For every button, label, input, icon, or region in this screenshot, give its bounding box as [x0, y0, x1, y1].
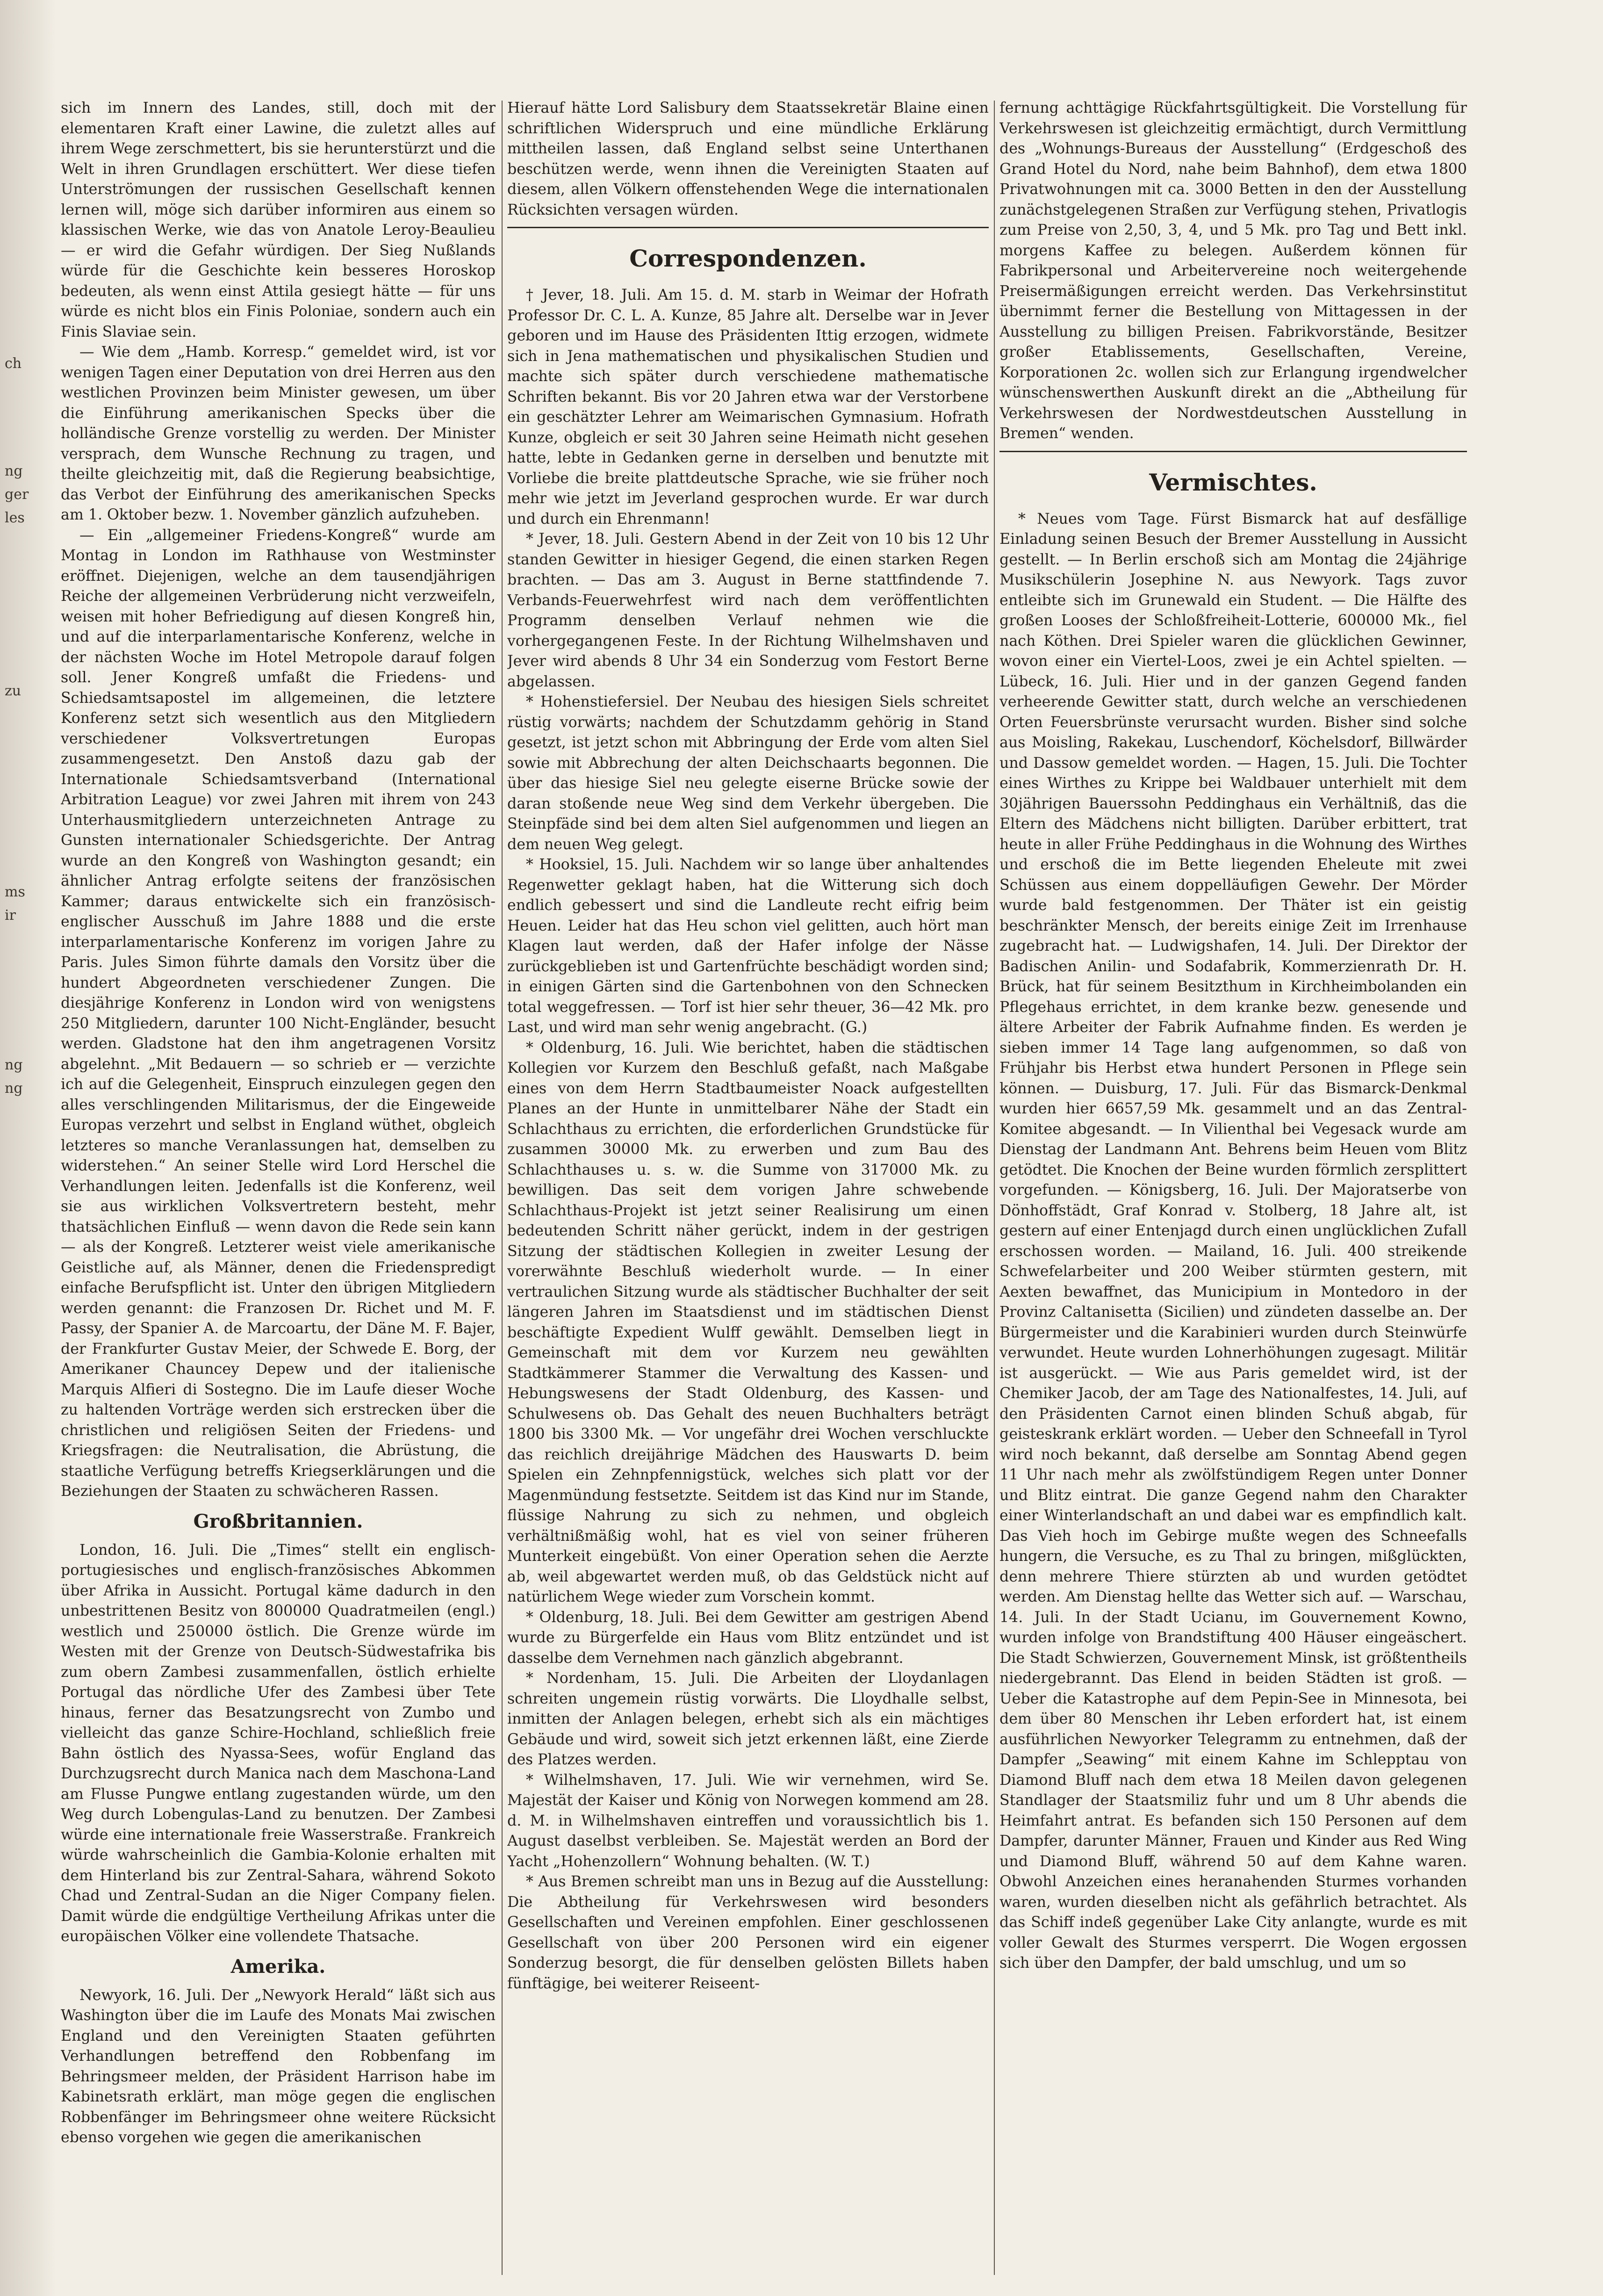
column-divider [502, 101, 503, 2275]
article-text: * Hohenstiefersiel. Der Neubau des hiesigen Siels schreitet rüstig vorwärts; nachdem der Schutzdamm gehörig in Stand gesetzt, ist jetzt schon mit Abbringung der Erde vom alten Siel sowie mit Abbrechung der alten Deichschaarts begonnen. Die über das hiesige Siel neu gelegte eiserne Brücke sowie der daran stoßende neue Weg sind dem Verkehr übergeben. Die Steinpfäde sind bei dem alten Siel aufgenommen und liegen an dem neuen Weg gelegt. [507, 693, 989, 853]
article-text: * Oldenburg, 18. Juli. Bei dem Gewitter am gestrigen Abend wurde zu Bürgerfelde ein Haus vom Blitz entzündet und ist dasselbe dem Vernehmen nach gänzlich abgebrannt. [507, 1609, 989, 1667]
page-gutter [0, 0, 56, 2296]
gutter-fragment: ng [5, 1080, 23, 1097]
article-text: London, 16. Juli. Die „Times“ stellt ein englisch-portugiesisches und englisch-französisches Abkommen über Afrika in Aussicht. Portugal käme dadurch in den unbestrittenen Besitz von 800000 Quadratmeilen (engl.) westlich und 250000 östlich. Die Grenze würde im Westen mit der Grenze von Deutsch-Südwestafrika bis zum obern Zambesi zusammenfallen, östlich erhielte Portugal das nördliche Ufer des Zambesi über Tete hinaus, ferner das Besatzungsrecht von Zumbo und vielleicht das ganze Schire-Hochland, schließlich freie Bahn östlich des Nyassa-Sees, wofür England das Durchzugsrecht durch Manica nach dem Maschona-Land am Flusse Pungwe entlang zugestanden würde, um den Weg durch Lobengulas-Land zu benutzen. Der Zambesi würde eine internationale freie Wasserstraße. Frankreich würde wahrscheinlich die Gambia-Kolonie erhalten mit dem Hinterland bis zur Zentral-Sahara, während Sokoto Chad und Zentral-Sudan an die Niger Company fielen. Damit würde die endgültige Vertheilung Afrikas unter die europäischen Völker eine vollendete Thatsache. [61, 1541, 496, 1945]
column-right [999, 98, 1467, 2287]
article-text: * Jever, 18. Juli. Gestern Abend in der Zeit von 10 bis 12 Uhr standen Gewitter in hiesiger Gegend, die einen starken Regen brachten. — Das am 3. August in Berne stattfindende 7. Verbands-Feuerwehrfest wird nach dem veröffentlichten Programm denselben Verlauf nehmen wie die vorhergegangenen Feste. In der Richtung Wilhelmshaven und Jever wird abends 8 Uhr 34 ein Sonderzug vom Festort Berne abgelassen. [507, 531, 989, 690]
gutter-fragment: ms [5, 884, 25, 900]
article-text: * Aus Bremen schreibt man uns in Bezug auf die Ausstellung: Die Abtheilung für Verkehrswesen wird besonders Gesellschaften und Vereinen empfohlen. Einer geschlossenen Gesellschaft von über 200 Personen wird ein eigener Sonderzug besorgt, die für denselben gelösten Billets haben fünftägige, bei weiterer Reiseent- [507, 1873, 989, 1992]
article-text: * Nordenham, 15. Juli. Die Arbeiten der Lloydanlagen schreiten ungemein rüstig vorwärts. Die Lloydhalle selbst, inmitten der Anlagen belegen, erhebt sich als ein mächtiges Gebäude und wird, soweit sich jetzt erkennen läßt, eine Zierde des Platzes werden. [507, 1670, 989, 1768]
section-rule [507, 227, 989, 228]
gutter-fragment: ng [5, 1057, 23, 1073]
gutter-fragment: zu [5, 683, 22, 699]
article-text: Hierauf hätte Lord Salisbury dem Staatssekretär Blaine einen schriftlichen Widerspruch und eine mündliche Erklärung mittheilen lassen, daß England selbst seine Unterthanen beschützen werde, wenn ihnen die Vereinigten Staaten auf diesem, allen Völkern offenstehenden Wege die internationalen Rücksichten versagen würden. [507, 100, 989, 218]
article-text: * Wilhelmshaven, 17. Juli. Wie wir vernehmen, wird Se. Majestät der Kaiser und König von Norwegen kommend am 28. d. M. in Wilhelmshaven eintreffen und voraussichtlich bis 1. August daselbst verbleiben. Se. Majestät werden an Bord der Yacht „Hohenzollern“ Wohnung behalten. (W. T.) [507, 1771, 989, 1870]
article-text: * Oldenburg, 16. Juli. Wie berichtet, haben die städtischen Kollegien vor Kurzem den Beschluß gefaßt, nach Maßgabe eines von dem Herrn Stadtbaumeister Noack aufgestellten Planes an der Hunte in unmittelbarer Nähe der Stadt ein Schlachthaus zu errichten, die erforderlichen Grundstücke für zusammen 30000 Mk. zu erwerben und zum Bau des Schlachthauses u. s. w. die Summe von 317000 Mk. zu bewilligen. Das seit dem vorigen Jahre schwebende Schlachthaus-Projekt ist jetzt seiner Realisirung um einen bedeutenden Schritt näher gerückt, indem in der gestrigen Sitzung der städtischen Kollegien in zweiter Lesung der vorerwähnte Beschluß wiederholt wurde. — In einer vertraulichen Sitzung wurde als städtischer Buchhalter der seit längeren Jahren im Staatsdienst und im städtischen Dienst beschäftigte Expedient Wulff gewählt. Demselben liegt in Gemeinschaft mit dem vor Kurzem neu gewählten Stadtkämmerer Stammer die Verwaltung des Kassen- und Hebungswesens der Stadt Oldenburg, des Kassen- und Schulwesens ob. Das Gehalt des neuen Buchhalters beträgt 1800 bis 3300 Mk. — Vor ungefähr drei Wochen verschluckte das reichlich dreijährige Mädchen des Hauswarts D. beim Spielen ein Zehnpfennigstück, welches sich platt vor der Magenmündung festsetzte. Seitdem ist das Kind nur im Stande, flüssige Nahrung zu sich zu nehmen, und obgleich verhältnißmäßig wohl, hat es viel von seiner früheren Munterkeit eingebüßt. Von einer Operation sehen die Aerzte ab, weil abgewartet werden muß, ob das Geldstück nicht auf natürlichem Wege wieder zum Vorschein kommt. [507, 1039, 989, 1605]
article-text: sich im Innern des Landes, still, doch mit der elementaren Kraft einer Lawine, die zuletzt alles auf ihrem Wege zerschmettert, bis sie herunterstürzt und die Welt in ihren Grundlagen erschüttert. Wer diese tiefen Unterströmungen der russischen Gesellschaft kennen lernen will, möge sich darüber informiren aus einem so klassischen Werke, wie das von Anatole Leroy-Beaulieu — er wird die Gefahr würdigen. Der Sieg Nußlands würde für die Geschichte kein besseres Horoskop bedeuten, als wenn einst Attila gesiegt hätte — für uns würde es nicht blos ein Finis Poloniae, sondern auch ein Finis Slaviae sein. [61, 100, 496, 340]
gutter-fragment: ir [5, 907, 16, 924]
section-rule [999, 451, 1467, 452]
column-left [61, 98, 496, 2287]
article-text: † Jever, 18. Juli. Am 15. d. M. starb in Weimar der Hofrath Professor Dr. C. L. A. Kunze, 85 Jahre alt. Derselbe war in Jever geboren und im Hause des Präsidenten Ittig erzogen, widmete sich in Jena mathematischen und physikalischen Studien und machte sich später durch verschiedene mathematische Schriften bekannt. Bis vor 20 Jahren etwa war der Verstorbene ein geschätzter Lehrer am Weimarischen Gymnasium. Hofrath Kunze, obgleich er seit 30 Jahren seine Heimath nicht gesehen hatte, lebte in Gedanken gerne in derselben und benutzte mit Vorliebe die breite plattdeutsche Sprache, wie sie früher noch mehr wie jetzt im Jeverland gesprochen wurde. Er war durch und durch ein Ehrenmann! [507, 287, 989, 527]
article-text: Newyork, 16. Juli. Der „Newyork Herald“ läßt sich aus Washington über die im Laufe des Monats Mai zwischen England und den Vereinigten Staaten geführten Verhandlungen betreffend den Robbenfang im Behringsmeer melden, der Präsident Harrison habe im Kabinetsrath erklärt, man möge gegen die englischen Robbenfänger im Behringsmeer ohne weitere Rücksicht ebenso vorgehen wie gegen die amerikanischen [61, 1986, 496, 2146]
gutter-fragment: les [5, 510, 25, 526]
section-heading-miscellaneous: Vermischtes. [1149, 468, 1317, 496]
column-middle [507, 98, 989, 2287]
article-text: * Hooksiel, 15. Juli. Nachdem wir so lange über anhaltendes Regenwetter geklagt haben, hat die Witterung sich doch endlich gebessert und sind die Landleute recht eifrig beim Heuen. Leider hat das Heu schon viel gelitten, auch hört man Klagen laut werden, daß der Hafer infolge der Nässe zurückgeblieben ist und Gartenfrüchte beschädigt worden sind; in einigen Gärten sind die Gartenbohnen von den Schnecken total weggefressen. — Torf ist hier sehr theuer, 36—42 Mk. pro Last, und wird man sehr wenig angebracht. (G.) [507, 856, 989, 1036]
section-heading-america: Amerika. [230, 1955, 326, 1978]
article-text: fernung achttägige Rückfahrtsgültigkeit. Die Vorstellung für Verkehrswesen ist gleichzeitig ermächtigt, durch Vermittlung des „Wohnungs-Bureaus der Ausstellung“ (Erdgeschoß des Grand Hotel du Nord, nahe beim Bahnhof), dem etwa 1800 Privatwohnungen mit ca. 3000 Betten in den der Ausstellung zunächstgelegenen Straßen zur Verfügung stehen, Privatlogis zum Preise von 2,50, 3, 4, und 5 Mk. pro Tag und Bett inkl. morgens Kaffee zu belegen. Außerdem können für Fabrikpersonal und Arbeitervereine noch weitergehende Preisermäßigungen erreicht werden. Das Verkehrsinstitut übernimmt ferner die Bestellung von Mittagessen in der Ausstellung zu billigen Preisen. Fabrikvorstände, Besitzer großer Etablissements, Gesellschaften, Vereine, Korporationen 2c. wollen sich zur Erlangung irgendwelcher wünschenswerthen Auskunft direkt an die „Abtheilung für Verkehrswesen der Nordwestdeutschen Ausstellung in Bremen“ wenden. [999, 100, 1467, 442]
article-text: — Wie dem „Hamb. Korresp.“ gemeldet wird, ist vor wenigen Tagen einer Deputation von drei Herren aus den westlichen Provinzen beim Minister gewesen, um über die Einführung amerikanischen Specks über die holländische Grenze vorstellig zu werden. Der Minister versprach, dem Wunsche Rechnung zu tragen, und theilte gleichzeitig mit, daß die Regierung beabsichtige, das Verbot der Einführung des amerikanischen Specks am 1. Oktober bezw. 1. November gänzlich aufzuheben. [61, 344, 496, 523]
column-divider [994, 101, 995, 2275]
article-text: — Ein „allgemeiner Friedens-Kongreß“ wurde am Montag in London im Rathhause von Westminster eröffnet. Diejenigen, welche an dem tausendjährigen Reiche der allgemeinen Verbrüderung nicht verzweifeln, weisen mit hoher Befriedigung auf diesen Kongreß hin, und auf die interparlamentarische Konferenz, welche in der nächsten Woche im Hotel Metropole darauf folgen soll. Jener Kongreß umfaßt die Friedens- und Schiedsamtsapostel im allgemeinen, die letztere Konferenz setzt sich wesentlich aus den Mitgliedern verschiedener Volksvertretungen Europas zusammengesetzt. Den Anstoß dazu gab der Internationale Schiedsamtsverband (International Arbitration League) vor zwei Jahren mit ihrem von 243 Unterhausmitgliedern unterzeichneten Antrage zu Gunsten internationaler Schiedsgerichte. Der Antrag wurde an den Kongreß von Washington gesandt; ein ähnlicher Antrag erfolgte seitens der französischen Kammer; daraus entwickelte sich ein französisch-englischer Ausschuß im Jahre 1888 und die erste interparlamentarische Konferenz im vorigen Jahre zu Paris. Jules Simon führte damals den Vorsitz über die hundert Abgeordneten verschiedener Zungen. Die diesjährige Konferenz in London wird von wenigstens 250 Mitgliedern, darunter 100 Nicht-Engländer, besucht werden. Gladstone hat den ihm angetragenen Vorsitz abgelehnt. „Mit Bedauern — so schrieb er — verzichte ich auf die Gelegenheit, Einspruch einzulegen gegen den alles verschlingenden Militarismus, der die Eingeweide Europas verzehrt und selbst in England wüthet, obgleich letzteres so manche Veranlassungen hat, demselben zu widerstehen.“ An seiner Stelle wird Lord Herschel die Verhandlungen leiten. Jedenfalls ist die Konferenz, weil sie aus wirklichen Volksvertretern besteht, mehr thatsächlichen Einfluß — wenn davon die Rede sein kann — als der Kongreß. Letzterer weist viele amerikanische Geistliche auf, als Männer, denen die Friedenspredigt einfache Berufspflicht ist. Unter den übrigen Mitgliedern werden genannt: die Franzosen Dr. Richet und M. F. Passy, der Spanier A. de Marcoartu, der Däne M. F. Bajer, der Frankfurter Gustav Meier, der Schwede E. Borg, der Amerikaner Chauncey Depew und der italienische Marquis Alfieri di Sostegno. Die im Laufe dieser Woche zu haltenden Vorträge werden sich erstrecken über die christlichen und religiösen Seiten der Friedens- und Kriegsfragen: die Neutralisation, die Abrüstung, die staatliche Verfügung betreffs Kriegserklärungen und die Beziehungen der Staaten zu schwächeren Rassen. [61, 527, 496, 1500]
article-text: * Neues vom Tage. Fürst Bismarck hat auf desfällige Einladung seinen Besuch der Bremer Ausstellung in Aussicht gestellt. — In Berlin erschoß sich am Montag die 24jährige Musikschülerin Josephine N. aus Newyork. Tags zuvor entleibte sich im Grunewald ein Student. — Die Hälfte des großen Looses der Schloßfreiheit-Lotterie, 600000 Mk., fiel nach Köthen. Drei Spieler waren die glücklichen Gewinner, wovon einer ein Viertel-Loos, zwei je ein Achtel spielten. — Lübeck, 16. Juli. Hier und in der ganzen Gegend fanden verheerende Gewitter statt, durch welche an verschiedenen Orten Feuersbrünste verursacht wurden. Bisher sind solche aus Moisling, Rakekau, Luschendorf, Köchelsdorf, Billwärder und Dassow gemeldet worden. — Hagen, 15. Juli. Die Tochter eines Wirthes zu Krippe bei Waldbauer unterhielt mit dem 30jährigen Bauerssohn Peddinghaus ein Verhältniß, das die Eltern des Mädchens nicht billigten. Darüber erbittert, trat heute in aller Frühe Peddinghaus in die Wohnung des Wirthes und erschoß die im Bette liegenden Eheleute mit zwei Schüssen aus einem doppelläufigen Gewehr. Der Mörder wurde bald festgenommen. Der Thäter ist ein geistig beschränkter Mensch, der bereits einige Zeit im Irrenhause zugebracht hat. — Ludwigshafen, 14. Juli. Der Direktor der Badischen Anilin- und Sodafabrik, Kommerzienrath Dr. H. Brück, hat für seinem Besitzthum in Kirchheimbolanden ein Pflegehaus errichtet, in dem kranke bezw. genesende und ältere Arbeiter der Fabrik Aufnahme finden. Es werden je sieben immer 14 Tage lang aufgenommen, so daß von Frühjahr bis Herbst etwa hundert Personen in Pflege sein können. — Duisburg, 17. Juli. Für das Bismarck-Denkmal wurden hier 6657,59 Mk. gesammelt und an das Zentral-Komitee abgesandt. — In Vilienthal bei Vegesack wurde am Dienstag der Landmann Ant. Behrens beim Heuen vom Blitz getödtet. Die Knochen der Beine wurden förmlich zersplittert vorgefunden. — Königsberg, 16. Juli. Der Majoratserbe von Dönhoffstädt, Graf Konrad v. Stolberg, 18 Jahre alt, ist gestern auf einer Entenjagd durch einen unglücklichen Zufall erschossen worden. — Mailand, 16. Juli. 400 streikende Schwefelarbeiter und 200 Weiber stürmten gestern, mit Aexten bewaffnet, das Municipium in Montedoro in der Provinz Caltanisetta (Sicilien) und zündeten dasselbe an. Der Bürgermeister und die Karabinieri wurden durch Steinwürfe verwundet. Heute wurden Lohnerhöhungen zugesagt. Militär ist ausgerückt. — Wie aus Paris gemeldet wird, ist der Chemiker Jacob, der am Tage des Nationalfestes, 14. Juli, auf den Präsidenten Carnot einen blinden Schuß abgab, für geisteskrank erklärt worden. — Ueber den Schneefall in Tyrol wird noch bekannt, daß derselbe am Sonntag Abend gegen 11 Uhr nach mehr als zwölfstündigem Regen unter Donner und Blitz eintrat. Die ganze Gegend nahm den Charakter einer Winterlandschaft an und dabei war es empfindlich kalt. Das Vieh hoch im Gebirge mußte wegen des Schneefalls hungern, die Versuche, es zu Thal zu bringen, mißglückten, denn mehrere Thiere stürzten ab und wurden getödtet werden. Am Dienstag hellte das Wetter sich auf. — Warschau, 14. Juli. In der Stadt Ucianu, im Gouvernement Kowno, wurden infolge von Brandstiftung 400 Häuser eingeäschert. Die Stadt Schwierzen, Gouvernement Minsk, ist größtentheils niedergebrannt. Das Elend in beiden Städten ist groß. — Ueber die Katastrophe auf dem Pepin-See in Minnesota, bei dem über 80 Menschen ihr Leben erfordert hat, ist einem ausführlichen Newyorker Telegramm zu entnehmen, daß der Dampfer „Seawing“ mit einem Kahne im Schlepptau von Diamond Bluff nach dem etwa 18 Meilen davon gelegenen Standlager der Staatsmiliz fuhr und um 8 Uhr abends die Heimfahrt antrat. Es befanden sich 150 Personen auf dem Dampfer, darunter Männer, Frauen und Kinder aus Red Wing und Diamond Bluff, während 50 auf dem Kahne waren. Obwohl Anzeichen eines heranahenden Sturmes vorhanden waren, wurden dieselben nicht als gefährlich betrachtet. Als das Schiff indeß gegenüber Lake City anlangte, wurde es mit voller Gewalt des Sturmes versperrt. Die Wogen ergossen sich über den Dampfer, der bald umschlug, und um so [999, 510, 1467, 1971]
section-heading-gb: Großbritannien. [193, 1510, 363, 1532]
section-heading-correspondence: Correspondenzen. [629, 245, 867, 272]
gutter-fragment: ger [5, 486, 29, 503]
gutter-fragment: ng [5, 463, 23, 479]
gutter-fragment: ch [5, 355, 22, 372]
